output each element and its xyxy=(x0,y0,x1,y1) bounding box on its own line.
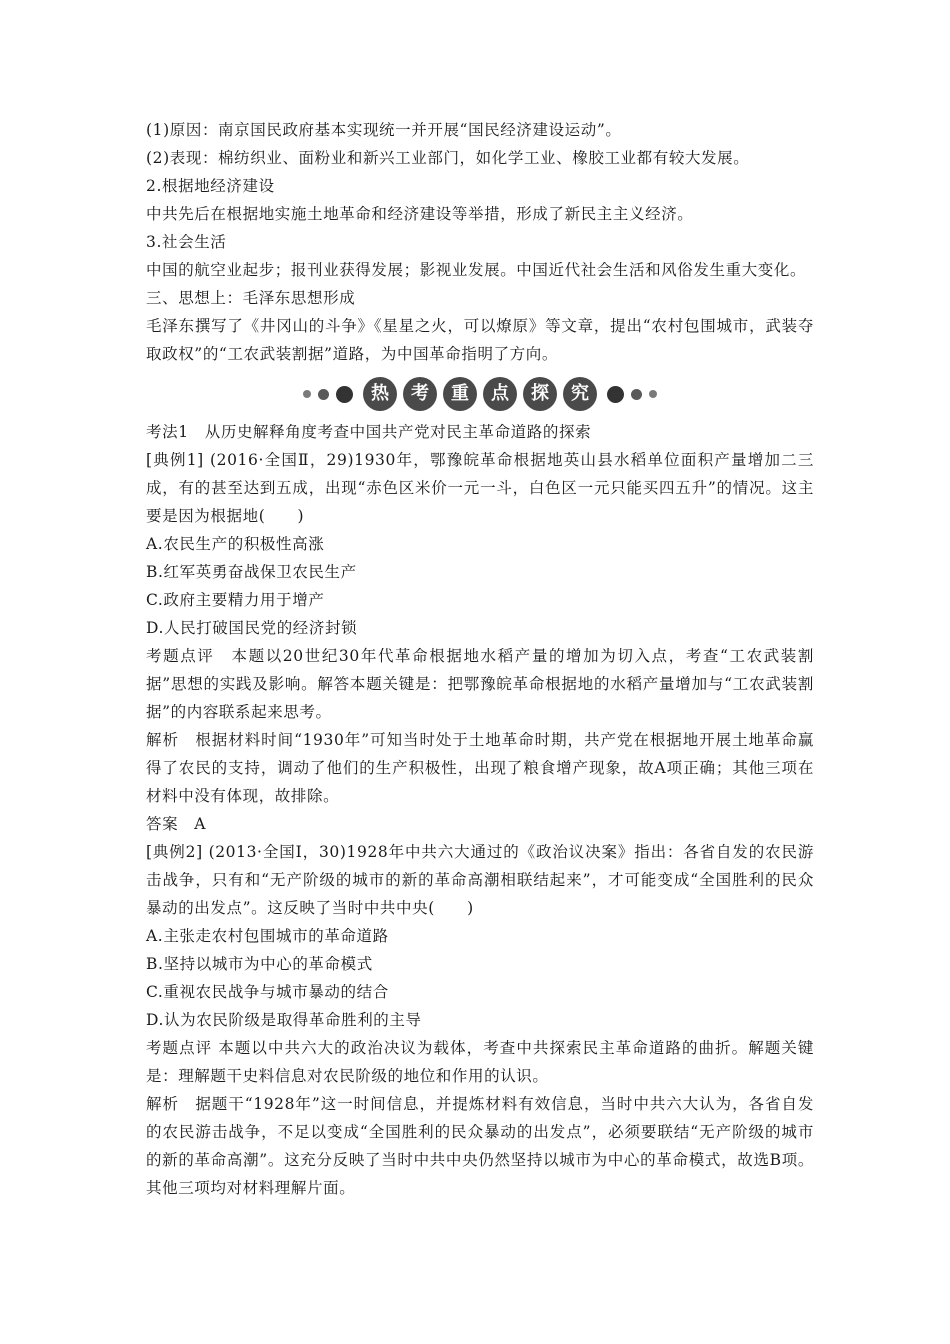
example2-option-c: C.重视农民战争与城市暴动的结合 xyxy=(146,983,389,1001)
dot-icon xyxy=(649,390,657,398)
heading-social-life: 3.社会生活 xyxy=(146,233,227,251)
example2-review: 考题点评 本题以中共六大的政治决议为载体，考查中共探索民主革命道路的曲折。解题关键是：理解题干史料信息对农民阶级的地位和作用的认识。 xyxy=(146,1039,814,1085)
example1-analysis: 解析 根据材料时间“1930年”可知当时处于土地革命时期，共产党在根据地开展土地革命赢得了农民的支持，调动了他们的生产积极性，出现了粮食增产现象，故A项正确；其他三项在材料中没有体现，故排除。 xyxy=(146,731,814,805)
banner-dots-right xyxy=(607,386,657,403)
banner-char: 探 xyxy=(523,377,557,411)
dot-icon xyxy=(607,386,624,403)
dot-icon xyxy=(631,389,642,400)
heading-base-economy: 2.根据地经济建设 xyxy=(146,177,275,195)
section-banner xyxy=(146,372,814,416)
kaofa-title: 考法1 从历史解释角度考查中国共产党对民主革命道路的探索 xyxy=(146,423,592,441)
banner-char: 究 xyxy=(563,377,597,411)
example2-option-a: A.主张走农村包围城市的革命道路 xyxy=(146,927,389,945)
dot-icon xyxy=(318,389,329,400)
social-life-text: 中国的航空业起步；报刊业获得发展；影视业发展。中国近代社会生活和风俗发生重大变化。 xyxy=(146,261,807,279)
banner-char: 考 xyxy=(403,377,437,411)
banner-char: 热 xyxy=(363,377,397,411)
example1-option-a: A.农民生产的积极性高涨 xyxy=(146,535,325,553)
banner-title xyxy=(363,377,597,411)
banner-char: 点 xyxy=(483,377,517,411)
example2-stem: [典例2] (2013·全国Ⅰ，30)1928年中共六大通过的《政治议决案》指出：各省自发的农民游击战争，只有和“无产阶级的城市的新的革命高潮相联结起来”，才可能变成“全国胜利的民众暴动的出发点”。这反映了当时中共中央( ) xyxy=(146,843,814,917)
example1-answer: 答案 A xyxy=(146,815,207,833)
mao-thought-text: 毛泽东撰写了《井冈山的斗争》《星星之火，可以燎原》等文章，提出“农村包围城市，武装夺取政权”的“工农武装割据”道路，为中国革命指明了方向。 xyxy=(146,317,814,363)
example2-analysis: 解析 据题干“1928年”这一时间信息，并提炼材料有效信息，当时中共六大认为，各省自发的农民游击战争，不足以变成“全国胜利的民众暴动的出发点”，必须要联结“无产阶级的城市的新的革命高潮”。这充分反映了当时中共中央仍然坚持以城市为中心的革命模式，故选B项。其他三项均对材料理解片面。 xyxy=(146,1095,814,1197)
example2-option-d: D.认为农民阶级是取得革命胜利的主导 xyxy=(146,1011,422,1029)
banner-char: 重 xyxy=(443,377,477,411)
example1-option-b: B.红军英勇奋战保卫农民生产 xyxy=(146,563,357,581)
example2-option-b: B.坚持以城市为中心的革命模式 xyxy=(146,955,373,973)
banner-dots-left xyxy=(303,386,353,403)
example1-option-d: D.人民打破国民党的经济封锁 xyxy=(146,619,358,637)
dot-icon xyxy=(336,386,353,403)
heading-thought: 三、思想上：毛泽东思想形成 xyxy=(146,289,356,307)
example1-option-c: C.政府主要精力用于增产 xyxy=(146,591,325,609)
dot-icon xyxy=(303,390,311,398)
performance-line: (2)表现：棉纺织业、面粉业和新兴工业部门，如化学工业、橡胶工业都有较大发展。 xyxy=(146,149,750,167)
base-economy-text: 中共先后在根据地实施土地革命和经济建设等举措，形成了新民主主义经济。 xyxy=(146,205,694,223)
reason-line: (1)原因：南京国民政府基本实现统一并开展“国民经济建设运动”。 xyxy=(146,121,622,139)
example1-review: 考题点评 本题以20世纪30年代革命根据地水稻产量的增加为切入点，考查“工农武装割据”思想的实践及影响。解答本题关键是：把鄂豫皖革命根据地的水稻产量增加与“工农武装割据”的内容联系起来思考。 xyxy=(146,647,814,721)
document-page xyxy=(146,116,814,1202)
example1-stem: [典例1] (2016·全国Ⅱ，29)1930年，鄂豫皖革命根据地英山县水稻单位面积产量增加二三成，有的甚至达到五成，出现“赤色区米价一元一斗，白色区一元只能买四五升”的情况。这主要是因为根据地( ) xyxy=(146,451,814,525)
